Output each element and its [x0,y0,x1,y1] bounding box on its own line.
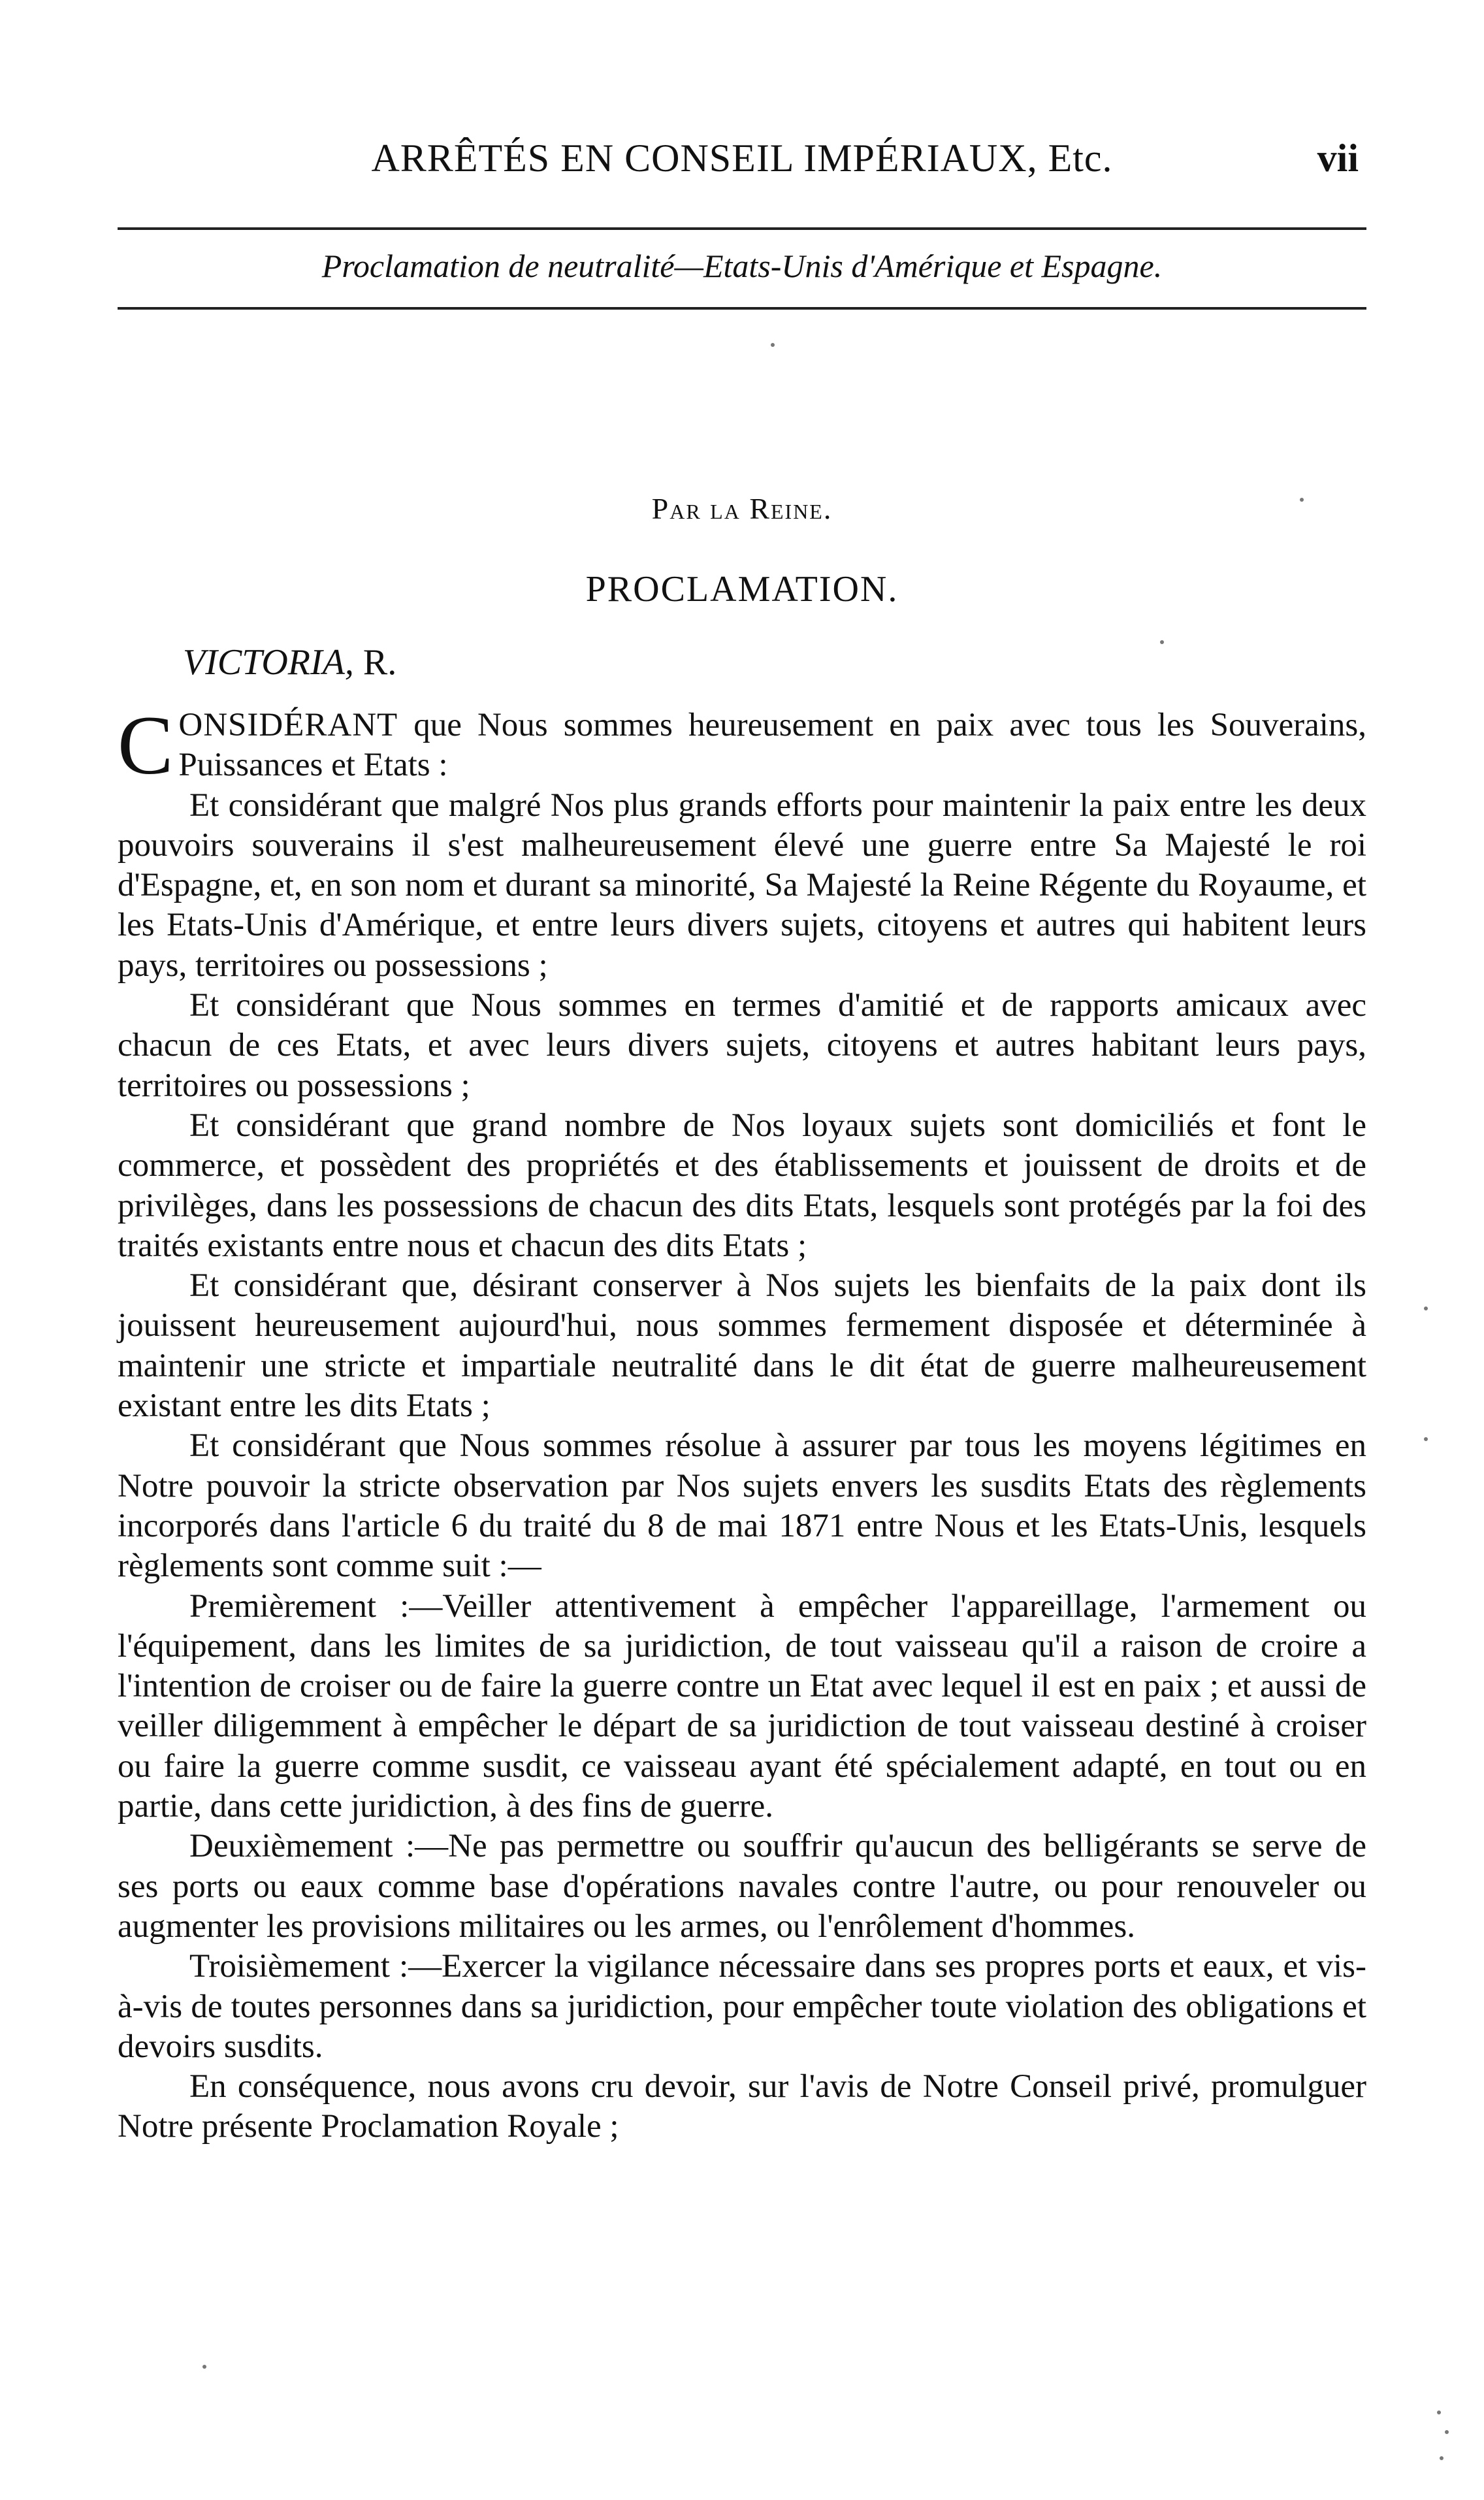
running-head [118,136,1366,188]
paragraph-9: Troisièmement :—Exercer la vigilance nécessaire dans ses propres ports et eaux, et vis-à-vis de toutes personnes dans sa juridiction, pour empêcher toute violation des obligations et devoirs susdits. [118,1948,1366,2065]
signature-initial: R. [363,642,397,683]
paragraph-8: Deuxièmement :—Ne pas permettre ou souffrir qu'aucun des belligérants se serve de ses ports ou eaux comme base d'opérations navales contre l'autre, ou pour renouveler ou augmenter les provisions militaires ou les armes, ou l'enrôlement d'hommes. [118,1828,1366,1945]
bottom-rule [118,307,1366,310]
section-subtitle: Proclamation de neutralité—Etats-Unis d'Amérique et Espagne. [321,248,1163,284]
signature-name: VICTORIA, [183,642,354,683]
paragraph-10: En conséquence, nous avons cru devoir, sur l'avis de Notre Conseil privé, promulguer Notre présente Proclamation Royale ; [118,2068,1366,2145]
print-speck [771,343,775,347]
print-speck [1160,640,1164,644]
print-speck [1424,1437,1428,1441]
paragraph-7: Premièrement :—Veiller attentivement à empêcher l'appareillage, l'armement ou l'équipement, dans les limites de sa juridiction, de tout vaisseau qu'il a raison de croire a l'intention de croiser ou de faire la guerre contre un Etat avec lequel il est en paix ; et aussi de veiller diligemment à empêcher le départ de sa juridiction de tout vaisseau destiné à croiser ou faire la guerre comme susdit, ce vaisseau ayant été spécialement adapté, en tout ou en partie, dans cette juridiction, à des fins de guerre. [118,1587,1366,1825]
paragraph-6: Et considérant que Nous sommes résolue à assurer par tous les moyens légitimes en Notre pouvoir la stricte observation par Nos sujets envers les susdits Etats des règlements incorporés dans l'article 6 du traité du 8 de mai 1871 entre Nous et les Etats-Unis, lesquels règlements sont comme suit :— [118,1427,1366,1585]
paragraph-3: Et considérant que Nous sommes en termes d'amitié et de rapports amicaux avec chacun de ces Etats, et avec leurs divers sujets, citoyens et autres habitant leurs pays, territoires ou possessions ; [118,987,1366,1104]
paragraph-1-text: que Nous sommes heureusement en paix avec tous les Souverains, Puissances et Etats : [178,707,1366,784]
paragraph-4: Et considérant que grand nombre de Nos loyaux sujets sont domiciliés et font le commerce, et possèdent des propriétés et des établissements et jouissent de droits et de privilèges, dans les possessions de chacun des dits Etats, lesquels sont protégés par la foi des traités existants entre nous et chacun des dits Etats ; [118,1107,1366,1264]
proclamation-body [118,699,1366,2147]
print-speck [1445,2430,1449,2434]
proclamation-title: PROCLAMATION. [585,569,899,609]
print-speck [1300,498,1304,502]
print-speck [1440,2456,1444,2460]
drop-cap: C [118,699,174,792]
paragraph-5: Et considérant que, désirant conserver à Nos sujets les bienfaits de la paix dont ils jouissent heureusement aujourd'hui, nous sommes fermement disposée et déterminée à maintenir une stricte et impartiale neutralité dans le dit état de guerre malheureusement existant entre les dits Etats ; [118,1267,1366,1425]
royal-signature [183,641,396,683]
running-title: ARRÊTÉS EN CONSEIL IMPÉRIAUX, Etc. [371,137,1113,180]
paragraph-1 [118,699,1366,792]
print-speck [1424,1307,1428,1310]
print-speck [1437,2411,1441,2414]
top-rule [118,227,1366,230]
print-speck [202,2365,206,2369]
paragraph-2: Et considérant que malgré Nos plus grands efforts pour maintenir la paix entre les deux pouvoirs souverains il s'est malheureusement élevé une guerre entre Sa Majesté le roi d'Espagne, et, en son nom et durant sa minorité, Sa Majesté la Reine Régente du Royaume, et les Etats-Unis d'Amérique, et entre leurs divers sujets, citoyens et autres qui habitent leurs pays, territoires ou possessions ; [118,787,1366,984]
paragraph-1-caps: ONSIDÉRANT [178,707,398,743]
page-number: vii [1317,137,1359,180]
par-la-reine-heading: Par la Reine. [651,492,833,525]
